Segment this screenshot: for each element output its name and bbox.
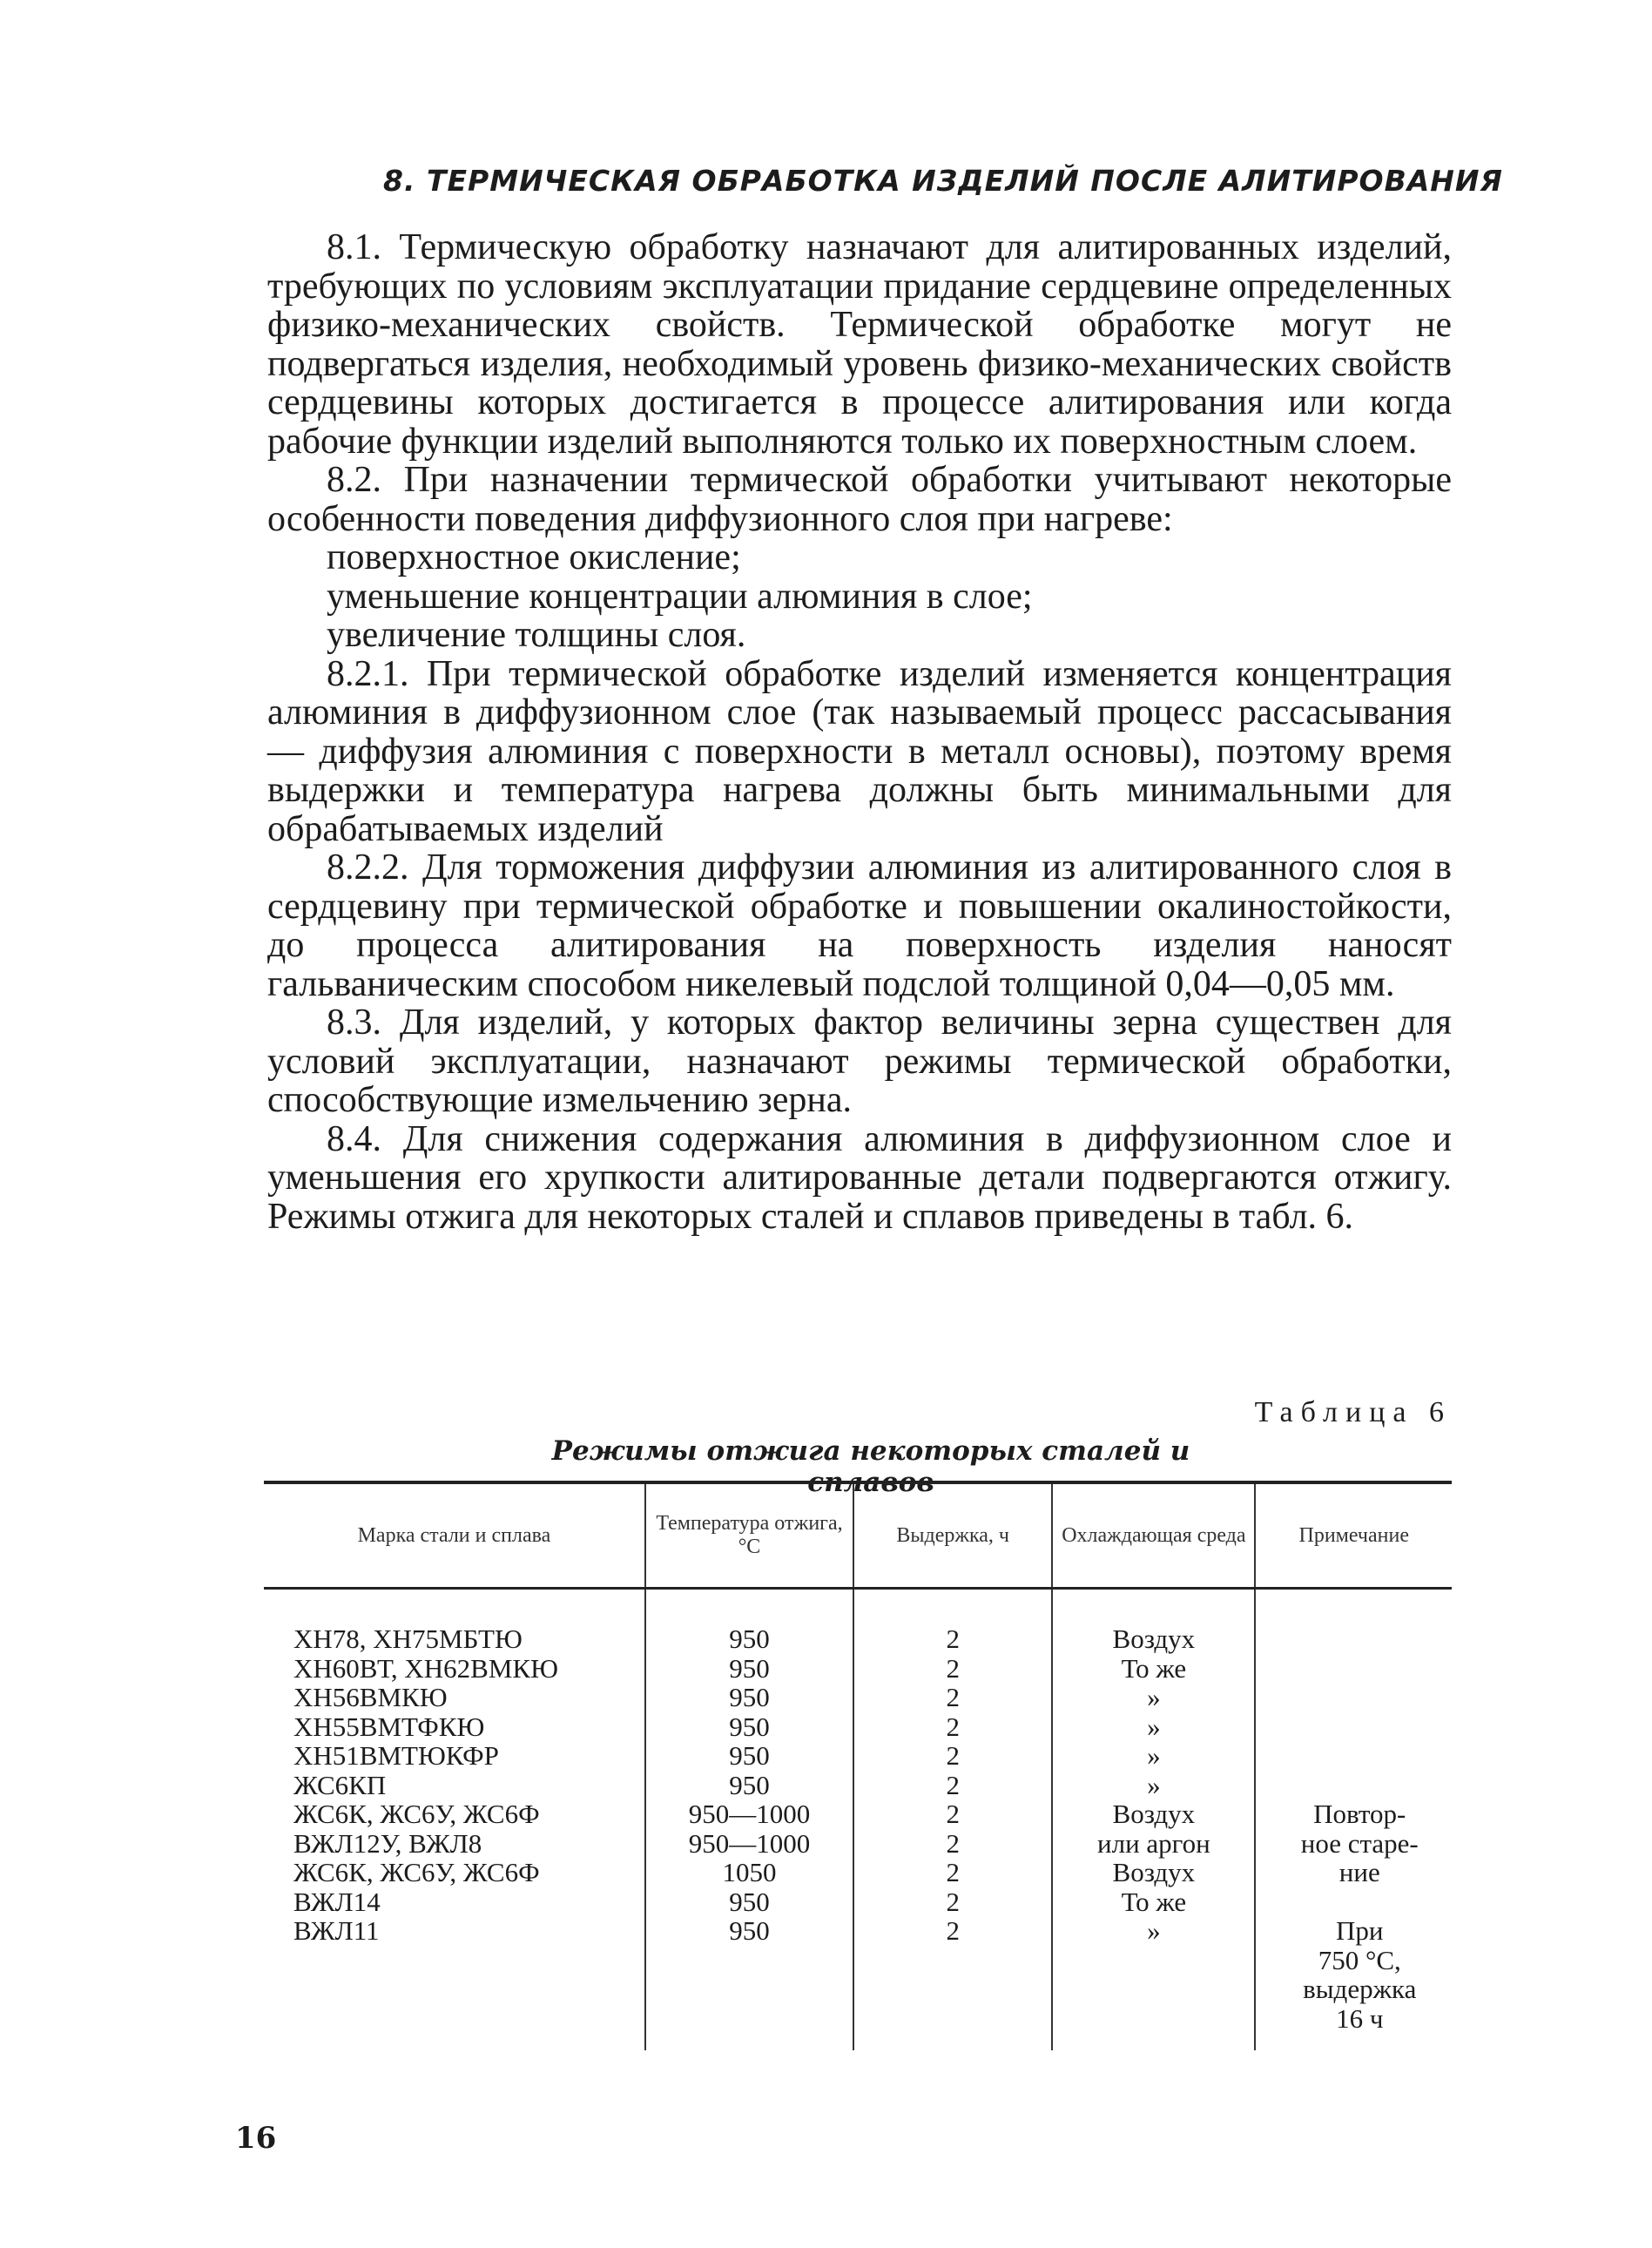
table-cell-line: 2	[946, 1915, 960, 1946]
table-cell-line: 2	[946, 1682, 960, 1712]
table-cell-line: 950	[729, 1711, 770, 1742]
table-cell-line: 2	[946, 1827, 960, 1859]
list-item: поверхностное окисление;	[327, 537, 741, 577]
header-holding: Выдержка, ч	[853, 1482, 1052, 1589]
table-cell-line	[1268, 1712, 1451, 1742]
table-cell-line: 2	[946, 1886, 960, 1917]
table-cell-line: ХН60ВТ, ХН62ВМКЮ	[293, 1652, 558, 1684]
page-number: 16	[235, 2121, 277, 2156]
table-cell-line	[1268, 1771, 1451, 1800]
table-cell-line: 950	[729, 1740, 770, 1771]
header-cooling: Охлаждающая среда	[1052, 1482, 1255, 1589]
header-temperature: Температура отжига, °С	[645, 1482, 853, 1589]
table-cell-line: 16 ч	[1336, 2002, 1384, 2034]
table-cell-line: ВЖЛ12У, ВЖЛ8	[293, 1827, 482, 1859]
temperature-column	[645, 1589, 853, 2051]
table-cell-line: ное старе-	[1300, 1827, 1419, 1859]
list-item: увеличение толщины слоя.	[327, 615, 746, 655]
paragraph-8-2: 8.2. При назначении термической обработки учитывают некоторые особенности поведения диффузионного слоя при нагреве:	[267, 460, 1452, 539]
table-cell-line: выдержка	[1303, 1974, 1417, 2004]
table-cell-line	[1268, 1683, 1451, 1712]
table-cell-line: 2	[946, 1652, 960, 1684]
table-cell-line: 950	[729, 1652, 770, 1684]
table-cell-line	[1268, 1624, 1451, 1654]
table-cell-line: 950—1000	[688, 1827, 811, 1859]
paragraph-8-3: 8.3. Для изделий, у которых фактор величины зерна существен для условий эксплуатации, назначают режимы термической обработки, способствующие измельчению зерна.	[267, 1002, 1452, 1120]
table-cell-line: 950	[729, 1886, 770, 1917]
table-cell-line: »	[1147, 1769, 1161, 1800]
table-cell-line: При	[1336, 1915, 1384, 1946]
table-cell-line: Повтор-	[1313, 1799, 1406, 1829]
table-cell-line: ХН51ВМТЮКФР	[293, 1740, 499, 1771]
paragraph-8-2-1: 8.2.1. При термической обработке изделий изменяется концентрация алюминия в диффузионном слое (так называемый процесс рассасывания — диффузия алюминия с поверхности в металл основы), поэтому время выдержки и температура нагрева должны быть минимальными для обрабатываемых изделий	[267, 653, 1452, 849]
grade-column	[264, 1589, 645, 2051]
table-cell-line: ЖС6К, ЖС6У, ЖС6Ф	[293, 1799, 540, 1829]
table-cell-line: То же	[1121, 1652, 1187, 1684]
table-cell-line: ЖС6К, ЖС6У, ЖС6Ф	[293, 1857, 540, 1887]
table-cell-line: ХН56ВМКЮ	[293, 1682, 448, 1712]
table-cell-line: или аргон	[1097, 1827, 1210, 1859]
header-notes: Примечание	[1255, 1482, 1452, 1589]
table-cell-line: 950—1000	[688, 1799, 811, 1829]
table-cell-line	[1268, 1887, 1451, 1917]
table-body-row	[264, 1589, 1452, 2051]
table-cell-line	[1268, 1654, 1451, 1684]
section-heading: 8. ТЕРМИЧЕСКАЯ ОБРАБОТКА ИЗДЕЛИЙ ПОСЛЕ АЛИТИРОВАНИЯ	[383, 164, 1503, 198]
table-cell-line: 950	[729, 1624, 770, 1654]
table-cell-line: ЖС6КП	[293, 1769, 387, 1800]
table-cell-line: Воздух	[1112, 1857, 1196, 1887]
table-cell-line: ВЖЛ14	[293, 1886, 381, 1917]
list-item: уменьшение концентрации алюминия в слое;	[327, 576, 1033, 617]
table-cell-line: 2	[946, 1769, 960, 1800]
table-cell-line: »	[1147, 1915, 1161, 1946]
paragraph-8-2-2: 8.2.2. Для торможения диффузии алюминия из алитированного слоя в сердцевину при термической обработке и повышении окалиностойкости, до процесса алитирования на поверхность изделия наносят гальваническим способом никелевый подслой толщиной 0,04—0,05 мм.	[267, 847, 1452, 1004]
holding-column	[853, 1589, 1052, 2051]
table-cell-line: 950	[729, 1682, 770, 1712]
annealing-table	[264, 1481, 1452, 2050]
table-header-row	[264, 1482, 1452, 1589]
table-cell-line: 950	[729, 1915, 770, 1946]
table-cell-line: Воздух	[1112, 1799, 1196, 1829]
notes-column	[1255, 1589, 1452, 2051]
header-grade: Марка стали и сплава	[264, 1482, 645, 1589]
table-cell-line: ние	[1338, 1857, 1380, 1887]
table-label: Таблица 6	[1254, 1396, 1452, 1428]
table-cell-line: 950	[729, 1769, 770, 1800]
table-cell-line: »	[1147, 1711, 1161, 1742]
table-cell-line: 2	[946, 1624, 960, 1654]
table-cell-line: »	[1147, 1740, 1161, 1771]
table-title: Режимы отжига некоторых сталей и сплавов	[551, 1435, 1190, 1498]
table-cell-line: ХН55ВМТФКЮ	[293, 1711, 485, 1742]
table-cell-line: ВЖЛ11	[293, 1915, 380, 1946]
paragraph-8-1: 8.1. Термическую обработку назначают для алитированных изделий, требующих по условиям эксплуатации придание сердцевине определенных физико-механических свойств. Термической обработке могут не подвергаться изделия, необходимый уровень физико-механических свойств сердцевины которых достигается в процессе алитирования или когда рабочие функции изделий выполняются только их поверхностным слоем.	[267, 227, 1452, 462]
body-text	[267, 228, 1452, 1236]
table-cell-line: То же	[1121, 1886, 1187, 1917]
table-cell-line: 2	[946, 1799, 960, 1829]
paragraph-8-4: 8.4. Для снижения содержания алюминия в диффузионном слое и уменьшения его хрупкости алитированные детали подвергаются отжигу. Режимы отжига для некоторых сталей и сплавов приведены в табл. 6.	[267, 1118, 1452, 1237]
table-cell-line: 1050	[722, 1857, 777, 1887]
table-cell-line: 2	[946, 1711, 960, 1742]
table-cell-line: 2	[946, 1857, 960, 1887]
cooling-column	[1052, 1589, 1255, 2051]
table-cell-line: 750 °С,	[1318, 1944, 1401, 1975]
table-cell-line: Воздух	[1112, 1624, 1196, 1654]
table-cell-line	[1268, 1741, 1451, 1771]
table-cell-line: 2	[946, 1740, 960, 1771]
table-cell-line: ХН78, ХН75МБТЮ	[293, 1624, 523, 1654]
table-cell-line: »	[1147, 1682, 1161, 1712]
